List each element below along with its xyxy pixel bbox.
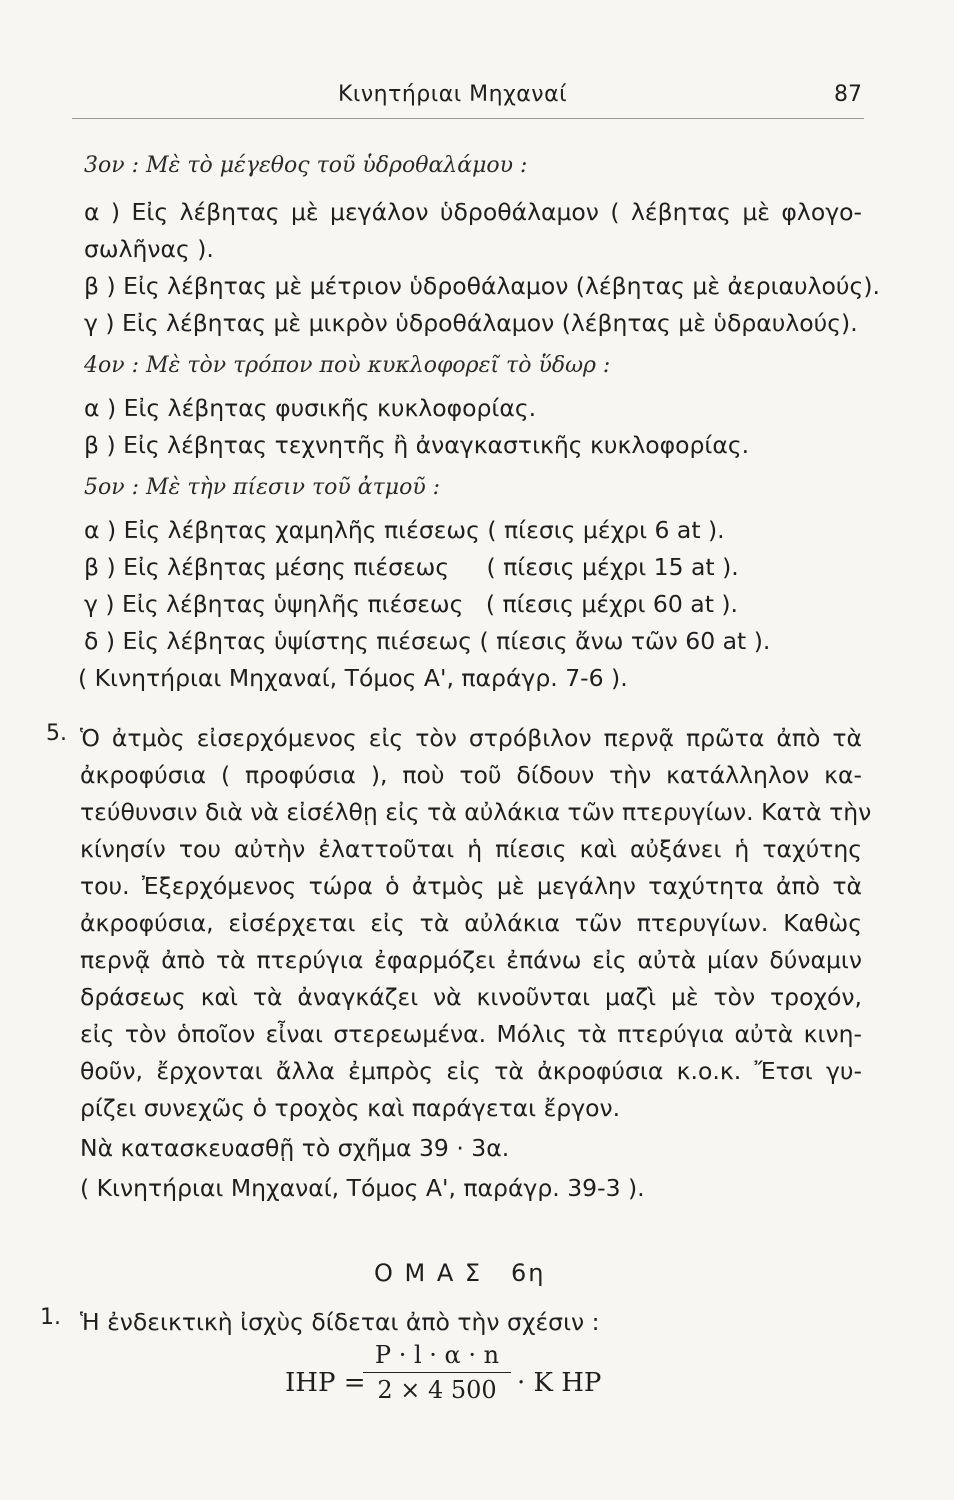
answer-5-line-9: εἰς τὸν ὁποῖον εἶναι στερεωμένα. Μόλις τὰ πτερύγια αὐτὰ κινη- (80, 1020, 862, 1048)
answer-5-figure-note: Νὰ κατασκευασθῇ τὸ σχῆμα 39 · 3α. (80, 1134, 510, 1162)
section-3-heading: 3ον : Μὲ τὸ μέγεθος τοῦ ὑδροθαλάμου : (84, 153, 528, 178)
section-4-heading: 4ον : Μὲ τὸν τρόπον ποὺ κυκλοφορεῖ τὸ ὕδωρ : (84, 353, 611, 378)
answer-5-line-4: κίνησίν του αὐτὴν ἐλαττοῦται ἡ πίεσις καὶ αὐξάνει ἡ ταχύτης (80, 835, 862, 863)
fraction-bar (363, 1372, 511, 1373)
section-5-item-a: α ) Εἰς λέβητας χαμηλῆς πιέσεως ( πίεσις μέχρι 6 at ). (84, 516, 725, 544)
answer-5-line-5: του. Ἐξερχόμενος τώρα ὁ ἀτμὸς μὲ μεγάλην ταχύτητα ἀπὸ τὰ (80, 872, 862, 900)
answer-5-line-2: ἀκροφύσια ( προφύσια ), ποὺ τοῦ δίδουν τὴν κατάλληλον κα- (80, 761, 862, 789)
answer-5-line-8: δράσεως καὶ τὰ ἀναγκάζει νὰ κινοῦνται μαζὶ μὲ τὸν τροχόν, (80, 983, 862, 1011)
answer-5-line-6: ἀκροφύσια, εἰσέρχεται εἰς τὰ αὐλάκια τῶν πτερυγίων. Καθὼς (80, 909, 862, 937)
section-3-item-b: β ) Εἰς λέβητας μὲ μέτριον ὑδροθάλαμον (λέβητας μὲ ἀεριαυλούς). (84, 272, 880, 300)
section-3-item-c: γ ) Εἰς λέβητας μὲ μικρὸν ὑδροθάλαμον (λέβητας μὲ ὑδραυλούς). (84, 309, 858, 337)
answer-5-line-11: ρίζει συνεχῶς ὁ τροχὸς καὶ παράγεται ἔργον. (80, 1094, 621, 1122)
section-5-reference: ( Κινητήριαι Μηχαναί, Τόμος Α', παράγρ. 7-6 ). (78, 664, 628, 692)
section-3-item-a-cont: σωλῆνας ). (84, 235, 214, 263)
answer-5-line-10: θοῦν, ἔρχονται ἄλλα ἐμπρὸς εἰς τὰ ἀκροφύσια κ.ο.κ. Ἔτσι γυ- (80, 1057, 862, 1085)
answer-5-reference: ( Κινητήριαι Μηχαναί, Τόμος Α', παράγρ. 39-3 ). (80, 1174, 645, 1202)
formula-numerator: P · l · α · n (374, 1341, 500, 1369)
answer-1-number: 1. (40, 1305, 61, 1330)
header-rule (72, 118, 864, 119)
formula-denominator: 2 × 4 500 (377, 1376, 497, 1404)
answer-5-line-1: Ὁ ἀτμὸς εἰσερχόμενος εἰς τὸν στρόβιλον περνᾷ πρῶτα ἀπὸ τὰ (80, 724, 862, 752)
answer-5-line-3: τεύθυνσιν διὰ νὰ εἰσέλθῃ εἰς τὰ αὐλάκια τῶν πτερυγίων. Κατὰ τὴν (80, 798, 872, 826)
section-4-item-b: β ) Εἰς λέβητας τεχνητῆς ἢ ἀναγκαστικῆς κυκλοφορίας. (84, 431, 750, 459)
section-5-item-d: δ ) Εἰς λέβητας ὑψίστης πιέσεως ( πίεσις ἄνω τῶν 60 at ). (84, 627, 771, 655)
answer-5-number: 5. (46, 721, 67, 746)
group-title: Ο Μ Α Σ 6η (374, 1259, 546, 1287)
answer-1-text: Ἡ ἐνδεικτικὴ ἰσχὺς δίδεται ἀπὸ τὴν σχέσιν : (80, 1308, 600, 1336)
formula-rhs: · K HP (517, 1368, 602, 1398)
section-5-heading: 5ον : Μὲ τὴν πίεσιν τοῦ ἀτμοῦ : (84, 475, 441, 500)
section-5-item-b: β ) Εἰς λέβητας μέσης πιέσεως ( πίεσις μέχρι 15 at ). (84, 553, 739, 581)
power-formula (285, 1340, 625, 1430)
section-3-item-a: α ) Εἰς λέβητας μὲ μεγάλον ὑδροθάλαμον ( λέβητας μὲ φλογο- (84, 198, 862, 226)
section-4-item-a: α ) Εἰς λέβητας φυσικῆς κυκλοφορίας. (84, 394, 537, 422)
answer-5-line-7: περνᾷ ἀπὸ τὰ πτερύγια ἐφαρμόζει ἐπάνω εἰς αὐτὰ μίαν δύναμιν (80, 946, 862, 974)
section-5-item-c: γ ) Εἰς λέβητας ὑψηλῆς πιέσεως ( πίεσις μέχρι 60 at ). (84, 590, 739, 618)
formula-fraction (363, 1340, 511, 1405)
running-header: Κινητήριαι Μηχαναί (338, 82, 568, 107)
page-number: 87 (834, 82, 862, 107)
formula-lhs: IHP = (285, 1368, 366, 1398)
